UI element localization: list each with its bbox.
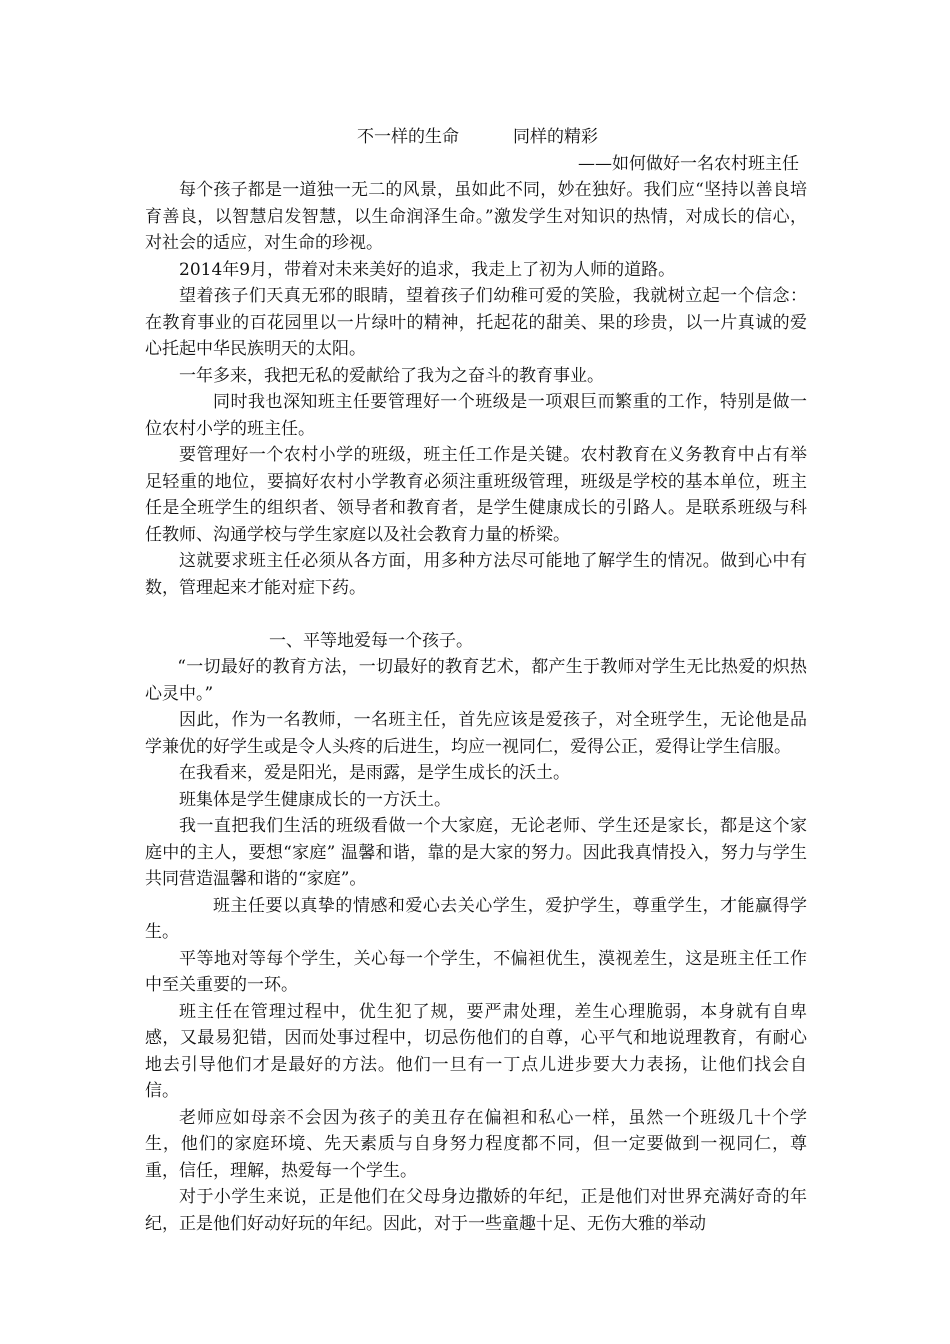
- document-title: 不一样的生命 同样的精彩: [357, 127, 599, 147]
- paragraph: 对于小学生来说，正是他们在父母身边撒娇的年纪，正是他们对世界充满好奇的年纪，正是他们好动好玩的年纪。因此，对于一些童趣十足、无伤大雅的举动: [145, 1187, 807, 1234]
- paragraph: 因此，作为一名教师，一名班主任，首先应该是爱孩子，对全班学生，无论他是品学兼优的好学生或是令人头疼的后进生，均应一视同仁，爱得公正，爱得让学生信服。: [145, 710, 807, 757]
- document-subtitle: ——如何做好一名农村班主任: [578, 153, 799, 174]
- paragraph: 老师应如母亲不会因为孩子的美丑存在偏袒和私心一样，虽然一个班级几十个学生，他们的家庭环境、先天素质与自身努力程度都不同，但一定要做到一视同仁，尊重，信任，理解，热爱每一个学生。: [145, 1107, 807, 1181]
- paragraph: 一年多来，我把无私的爱献给了我为之奋斗的教育事业。: [179, 365, 604, 386]
- paragraph: 望着孩子们天真无邪的眼睛，望着孩子们幼稚可爱的笑脸，我就树立起一个信念：在教育事业的百花园里以一片绿叶的精神，托起花的甜美、果的珍贵，以一片真诚的爱心托起中华民族明天的太阳。: [145, 286, 807, 359]
- paragraph: 每个孩子都是一道独一无二的风景，虽如此不同，妙在独好。我们应“坚持以善良培育善良，以智慧启发智慧，以生命润泽生命。”激发学生对知识的热情，对成长的信心，对社会的适应，对生命的珍视。: [145, 180, 807, 253]
- paragraph: “一切最好的教育方法，一切最好的教育艺术，都产生于教师对学生无比热爱的炽热心灵中。”: [145, 657, 807, 704]
- paragraph: 班集体是学生健康成长的一方沃土。: [179, 789, 451, 810]
- paragraph: 平等地对等每个学生，关心每一个学生，不偏袒优生，漠视差生，这是班主任工作中至关重要的一环。: [145, 948, 807, 995]
- paragraph: 要管理好一个农村小学的班级，班主任工作是关键。农村教育在义务教育中占有举足轻重的地位，要搞好农村小学教育必须注重班级管理，班级是学校的基本单位，班主任是全班学生的组织者、领导者和教育者，是学生健康成长的引路人。是联系班级与科任教师、沟通学校与学生家庭以及社会教育力量的桥梁。: [145, 445, 807, 545]
- paragraph: 我一直把我们生活的班级看做一个大家庭，无论老师、学生还是家长，都是这个家庭中的主人，要想“家庭” 温馨和谐，靠的是大家的努力。因此我真情投入，努力与学生共同营造温馨和谐的“家庭”。: [145, 816, 807, 889]
- paragraph: 在我看来，爱是阳光，是雨露，是学生成长的沃土。: [179, 763, 570, 783]
- paragraph: 这就要求班主任必须从各方面，用多种方法尽可能地了解学生的情况。做到心中有数，管理起来才能对症下药。: [145, 551, 807, 598]
- blank-line: [145, 601, 807, 628]
- paragraph: 同时我也深知班主任要管理好一个班级是一项艰巨而繁重的工作，特别是做一位农村小学的班主任。: [145, 392, 807, 439]
- section-heading: 一、平等地爱每一个孩子。: [269, 630, 473, 651]
- paragraph: 2014年9月，带着对未来美好的追求，我走上了初为人师的道路。: [179, 259, 676, 280]
- paragraph: 班主任在管理过程中，优生犯了规，要严肃处理，差生心理脆弱，本身就有自卑感，又最易犯错，因而处事过程中，切忌伤他们的自尊，心平气和地说理教育，有耐心地去引导他们才是最好的方法。他们一旦有一丁点儿进步要大力表扬，让他们找会自信。: [145, 1001, 807, 1101]
- document-page: [145, 124, 807, 1237]
- paragraph: 班主任要以真挚的情感和爱心去关心学生，爱护学生，尊重学生，才能赢得学生。: [145, 895, 807, 942]
